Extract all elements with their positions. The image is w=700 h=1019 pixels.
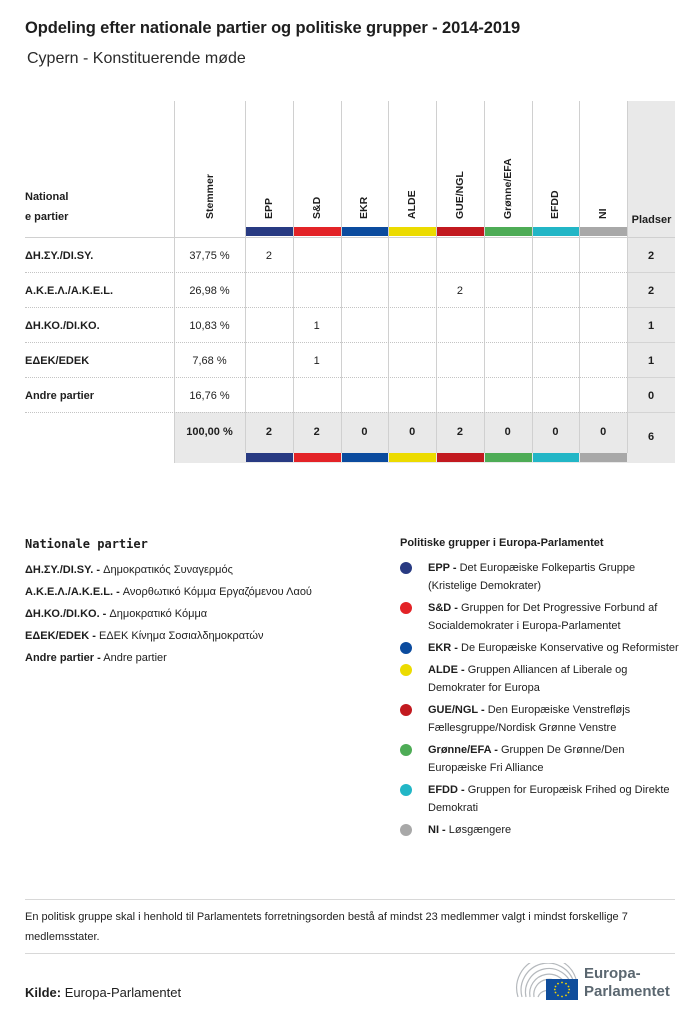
- group-header-alde: ALDE: [406, 190, 419, 219]
- national-legend-title: Nationale partier: [25, 537, 148, 551]
- source-line: [25, 985, 181, 1000]
- source-label: Kilde:: [25, 985, 62, 1000]
- seat-cell: 2: [456, 284, 463, 297]
- group-header-ekr: EKR: [358, 196, 371, 219]
- seat-cell: [532, 238, 580, 273]
- seat-cell: [579, 238, 627, 273]
- group-color-bar-ni: [580, 227, 627, 236]
- page-subtitle: Cypern - Konstituerende møde: [27, 50, 246, 67]
- seat-cell: 2: [265, 249, 272, 262]
- national-legend-item: [25, 581, 312, 603]
- group-header-gr-nne-efa: Grønne/EFA: [501, 158, 514, 219]
- group-color-bar-ni: [580, 453, 627, 462]
- party-column-header: [25, 187, 68, 227]
- group-legend-item: [400, 741, 685, 777]
- seat-cell: [388, 308, 436, 343]
- source-value: Europa-Parlamentet: [64, 985, 182, 1000]
- group-seat-total: 2: [265, 425, 272, 438]
- national-legend-item: [25, 603, 312, 625]
- group-abbr: ALDE -: [428, 664, 465, 676]
- group-color-bar-gue-ngl: [437, 227, 484, 236]
- seat-cell: [579, 273, 627, 308]
- group-seat-total: 0: [504, 425, 511, 438]
- votes-total: 100,00 %: [186, 425, 233, 438]
- group-color-dot-icon: [400, 824, 412, 836]
- vote-share: 7,68 %: [192, 354, 227, 367]
- group-full-name: Gruppen for Det Progressive Forbund af Socialdemokrater i Europa-Parlamentet: [428, 602, 658, 632]
- seat-cell: [484, 308, 532, 343]
- seat-cell: [293, 238, 341, 273]
- row-divider: [627, 412, 675, 413]
- party-full-name: Ανορθωτικό Κόμμα Εργαζόμενου Λαού: [122, 586, 312, 598]
- page-title: Opdeling efter nationale partier og politiske grupper - 2014-2019: [25, 19, 521, 37]
- group-abbr: EPP -: [428, 562, 457, 574]
- seat-cell: [484, 238, 532, 273]
- group-header-s-d: S&D: [310, 196, 323, 219]
- group-full-name: Det Europæiske Folkepartis Gruppe (Kristelige Demokrater): [428, 562, 636, 592]
- seat-cell: [341, 308, 389, 343]
- group-header-efdd: EFDD: [549, 190, 562, 219]
- party-full-name: ΕΔΕΚ Κίνημα Σοσιαλδημοκρατών: [98, 630, 264, 642]
- group-color-bar-ekr: [342, 227, 389, 236]
- national-legend-item: [25, 625, 312, 647]
- group-abbr: EKR -: [428, 642, 458, 654]
- party-abbr: ΔΗ.ΚΟ./DI.KO. -: [25, 608, 107, 620]
- group-legend-item: [400, 661, 685, 697]
- vote-share: 37,75 %: [189, 249, 230, 262]
- party-full-name: Δημοκρατικό Κόμμα: [109, 608, 208, 620]
- seat-cell: [532, 308, 580, 343]
- seat-cell: [532, 273, 580, 308]
- party-header-line2: e partier: [25, 211, 69, 223]
- group-color-bar-gr-nne-efa: [485, 453, 532, 462]
- group-legend-item: [400, 781, 685, 817]
- group-seat-total: 2: [456, 425, 463, 438]
- seat-cell: [388, 378, 436, 413]
- group-abbr: S&D -: [428, 602, 458, 614]
- seat-cell: [245, 343, 293, 378]
- group-abbr: GUE/NGL -: [428, 704, 485, 716]
- group-color-bar-alde: [389, 453, 436, 462]
- divider: [25, 899, 675, 900]
- seat-cell: [293, 273, 341, 308]
- parliament-hemicycle-icon: [514, 963, 580, 1001]
- seat-cell: [388, 238, 436, 273]
- seats-total: 2: [647, 249, 655, 262]
- seat-cell: [532, 343, 580, 378]
- seat-cell: [341, 343, 389, 378]
- group-color-bar-ekr: [342, 453, 389, 462]
- seat-cell: [532, 378, 580, 413]
- group-color-dot-icon: [400, 784, 412, 796]
- group-full-name: De Europæiske Konservative og Reformister: [461, 642, 679, 654]
- logo-line2: Parlamentet: [584, 983, 670, 1000]
- group-color-dot-icon: [400, 744, 412, 756]
- group-legend-item: [400, 701, 685, 737]
- national-parties-legend: [25, 537, 312, 669]
- party-abbr: Andre partier -: [25, 652, 101, 664]
- group-legend-item: [400, 821, 685, 839]
- group-color-bar-gue-ngl: [437, 453, 484, 462]
- seat-cell: [245, 273, 293, 308]
- group-color-dot-icon: [400, 562, 412, 574]
- seats-total: 0: [647, 389, 655, 402]
- logo-text: [584, 965, 670, 1001]
- seat-cell: [341, 273, 389, 308]
- seat-cell: [245, 308, 293, 343]
- group-full-name: Den Europæiske Venstrefløjs Fællesgruppe/Nordisk Grønne Venstre: [428, 704, 631, 734]
- seat-cell: [579, 308, 627, 343]
- grand-total-seats: 6: [647, 430, 655, 443]
- national-legend-item: [25, 647, 312, 669]
- seat-cell: 1: [313, 354, 320, 367]
- group-legend-item: [400, 639, 685, 657]
- group-full-name: Gruppen De Grønne/Den Europæiske Fri Alliance: [428, 744, 625, 774]
- party-full-name: Δημοκρατικός Συναγερμός: [103, 564, 233, 576]
- seat-cell: 1: [313, 319, 320, 332]
- vote-share: 26,98 %: [189, 284, 230, 297]
- group-full-name: Løsgængere: [448, 824, 512, 836]
- group-color-bar-epp: [246, 227, 293, 236]
- group-header-ni: NI: [597, 208, 610, 219]
- logo-line1: Europa-: [584, 965, 641, 982]
- national-legend-item: [25, 559, 312, 581]
- party-abbr: ΔΗ.ΣΥ./DI.SY. -: [25, 564, 101, 576]
- vote-share: 16,76 %: [189, 389, 230, 402]
- group-color-dot-icon: [400, 602, 412, 614]
- group-full-name: Gruppen for Europæisk Frihed og Direkte Demokrati: [428, 784, 670, 814]
- seat-distribution-table: [25, 101, 675, 463]
- seat-cell: [341, 238, 389, 273]
- seat-cell: [436, 378, 484, 413]
- group-color-dot-icon: [400, 642, 412, 654]
- seat-cell: [245, 378, 293, 413]
- group-color-bar-efdd: [533, 227, 580, 236]
- party-full-name: Andre partier: [103, 652, 167, 664]
- row-divider: [25, 412, 627, 413]
- group-color-dot-icon: [400, 664, 412, 676]
- party-abbr: Α.Κ.Ε.Λ./A.K.E.L. -: [25, 586, 120, 598]
- seat-cell: [436, 308, 484, 343]
- political-groups-legend: [400, 537, 685, 843]
- group-seat-total: 0: [552, 425, 559, 438]
- seat-cell: [484, 343, 532, 378]
- seat-cell: [436, 238, 484, 273]
- party-name: Andre partier: [25, 389, 95, 402]
- group-abbr: EFDD -: [428, 784, 465, 796]
- group-seat-total: 0: [600, 425, 607, 438]
- seat-cell: [293, 378, 341, 413]
- group-color-bar-epp: [246, 453, 293, 462]
- group-color-bar-efdd: [533, 453, 580, 462]
- seat-cell: [388, 343, 436, 378]
- party-abbr: ΕΔΕΚ/EDEK -: [25, 630, 96, 642]
- party-name: ΔΗ.ΣΥ./DI.SY.: [25, 249, 94, 262]
- group-color-bar-gr-nne-efa: [485, 227, 532, 236]
- group-color-bar-alde: [389, 227, 436, 236]
- seats-column-header: Pladser: [631, 214, 672, 226]
- seat-cell: [484, 378, 532, 413]
- group-color-dot-icon: [400, 704, 412, 716]
- seat-cell: [579, 343, 627, 378]
- votes-column-header: Stemmer: [203, 174, 216, 219]
- party-name: ΔΗ.ΚΟ./DI.KO.: [25, 319, 100, 332]
- group-header-gue-ngl: GUE/NGL: [453, 171, 466, 219]
- seats-total: 1: [647, 319, 655, 332]
- group-abbr: NI -: [428, 824, 446, 836]
- group-seat-total: 0: [361, 425, 368, 438]
- group-color-bar-s-d: [294, 453, 341, 462]
- divider: [25, 953, 675, 954]
- vote-share: 10,83 %: [189, 319, 230, 332]
- group-legend-item: [400, 559, 685, 595]
- europarl-logo: [514, 963, 679, 1003]
- groups-legend-title: Politiske grupper i Europa-Parlamentet: [400, 537, 604, 549]
- seats-total: 1: [647, 354, 655, 367]
- group-color-bar-s-d: [294, 227, 341, 236]
- seats-total: 2: [647, 284, 655, 297]
- seat-cell: [484, 273, 532, 308]
- seat-cell: [579, 378, 627, 413]
- seat-cell: [436, 343, 484, 378]
- group-seat-total: 0: [409, 425, 416, 438]
- party-header-line1: National: [25, 191, 69, 203]
- seat-cell: [341, 378, 389, 413]
- footnote: En politisk gruppe skal i henhold til Parlamentets forretningsorden bestå af mindst 23 medlemmer valgt i mindst forskellige 7 medlemsstater.: [25, 911, 628, 943]
- seat-cell: [388, 273, 436, 308]
- group-full-name: Gruppen Alliancen af Liberale og Demokrater for Europa: [428, 664, 628, 694]
- group-seat-total: 2: [313, 425, 320, 438]
- group-legend-item: [400, 599, 685, 635]
- party-name: ΕΔΕΚ/EDEK: [25, 354, 90, 367]
- group-header-epp: EPP: [262, 197, 275, 219]
- party-name: Α.Κ.Ε.Λ./A.K.E.L.: [25, 284, 114, 297]
- group-abbr: Grønne/EFA -: [428, 744, 498, 756]
